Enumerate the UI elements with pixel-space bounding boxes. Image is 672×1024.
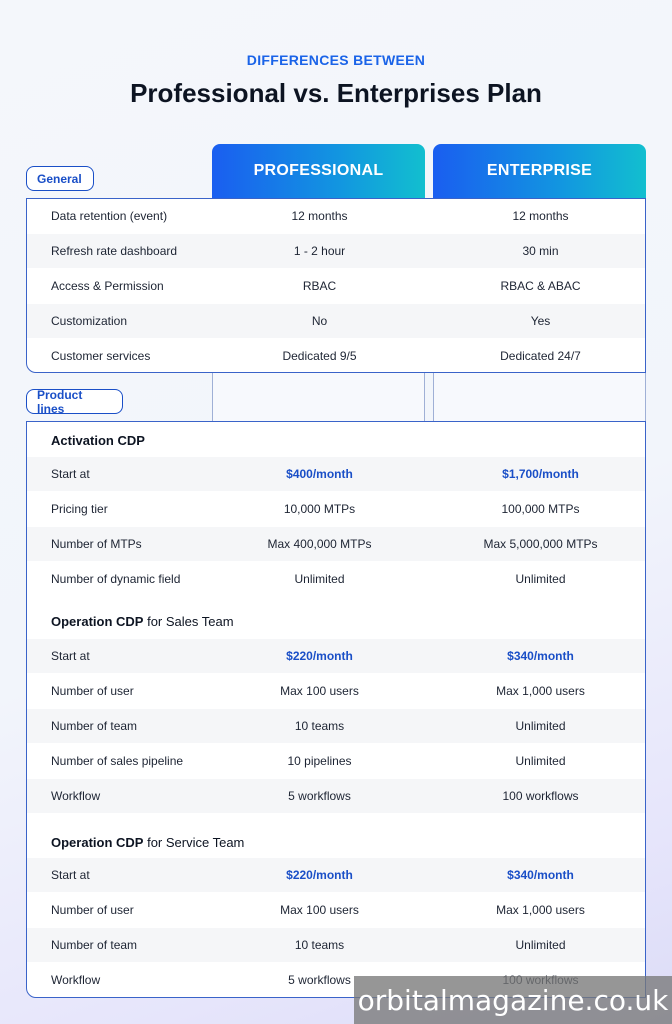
section-title-activation xyxy=(51,433,145,448)
professional-value: Dedicated 9/5 xyxy=(282,349,357,363)
professional-price: $220/month xyxy=(286,868,353,882)
row-label: Number of dynamic field xyxy=(51,572,181,586)
professional-value: Unlimited xyxy=(294,572,345,586)
section-title-bold: Operation CDP xyxy=(51,614,144,629)
section-title-rest: for Service Team xyxy=(143,835,245,850)
enterprise-value: 30 min xyxy=(522,244,559,258)
row-label: Access & Permission xyxy=(51,279,164,293)
section-pill-product-lines: Product lines xyxy=(26,389,123,414)
table-row xyxy=(27,269,645,303)
enterprise-value: Max 1,000 users xyxy=(496,684,585,698)
section-title-bold: Activation CDP xyxy=(51,433,145,448)
row-label: Start at xyxy=(51,467,90,481)
enterprise-value: 12 months xyxy=(512,209,569,223)
enterprise-value: Unlimited xyxy=(515,572,566,586)
professional-value: Max 100 users xyxy=(280,903,359,917)
professional-value: 10 teams xyxy=(294,938,345,952)
enterprise-price: $340/month xyxy=(507,868,574,882)
section-title-rest: for Sales Team xyxy=(143,614,234,629)
professional-value: 5 workflows xyxy=(288,789,351,803)
general-table xyxy=(26,198,646,373)
section-title-bold: Operation CDP xyxy=(51,835,144,850)
plan-header-enterprise: ENTERPRISE xyxy=(433,144,646,198)
enterprise-value: Unlimited xyxy=(515,938,566,952)
enterprise-value: Unlimited xyxy=(515,754,566,768)
professional-value: No xyxy=(311,314,328,328)
table-row xyxy=(27,779,645,813)
professional-value: 1 - 2 hour xyxy=(293,244,346,258)
row-label: Number of user xyxy=(51,684,134,698)
table-row xyxy=(27,928,645,962)
professional-value: Max 400,000 MTPs xyxy=(267,537,372,551)
row-label: Start at xyxy=(51,649,90,663)
page-title: Professional vs. Enterprises Plan xyxy=(130,78,542,108)
table-row xyxy=(27,457,645,491)
row-label: Customer services xyxy=(51,349,151,363)
table-row xyxy=(27,744,645,778)
professional-price: $220/month xyxy=(286,649,353,663)
table-row xyxy=(27,234,645,268)
column-spacer-professional xyxy=(212,373,425,421)
eyebrow-heading: DIFFERENCES BETWEEN xyxy=(246,52,426,68)
column-spacer-enterprise xyxy=(433,373,646,421)
enterprise-value: Dedicated 24/7 xyxy=(500,349,581,363)
row-label: Number of team xyxy=(51,938,138,952)
product-lines-table xyxy=(26,421,646,998)
professional-value: 5 workflows xyxy=(288,973,351,987)
enterprise-value: 100,000 MTPs xyxy=(501,502,580,516)
professional-value: 12 months xyxy=(291,209,348,223)
professional-value: 10,000 MTPs xyxy=(283,502,356,516)
section-title-service xyxy=(51,835,244,850)
row-label: Data retention (event) xyxy=(51,209,168,223)
table-row xyxy=(27,674,645,708)
section-pill-general: General xyxy=(26,166,94,191)
enterprise-value: Max 1,000 users xyxy=(496,903,585,917)
watermark: orbitalmagazine.co.uk xyxy=(354,976,672,1024)
table-row xyxy=(27,304,645,338)
row-label: Number of team xyxy=(51,719,138,733)
enterprise-value: Yes xyxy=(530,314,551,328)
professional-value: 10 pipelines xyxy=(287,754,352,768)
enterprise-value: 100 workflows xyxy=(502,789,579,803)
plan-header-professional: PROFESSIONAL xyxy=(212,144,425,198)
table-row xyxy=(27,639,645,673)
table-row xyxy=(27,492,645,526)
enterprise-value: RBAC & ABAC xyxy=(500,279,581,293)
row-label: Number of sales pipeline xyxy=(51,754,184,768)
row-label: Start at xyxy=(51,868,90,882)
enterprise-price: $1,700/month xyxy=(502,467,579,481)
table-row xyxy=(27,199,645,233)
professional-value: 10 teams xyxy=(294,719,345,733)
professional-price: $400/month xyxy=(286,467,353,481)
section-title-sales xyxy=(51,614,234,629)
table-row xyxy=(27,339,645,373)
enterprise-value: Max 5,000,000 MTPs xyxy=(483,537,598,551)
table-row xyxy=(27,858,645,892)
table-row xyxy=(27,527,645,561)
table-row xyxy=(27,562,645,596)
enterprise-value: Unlimited xyxy=(515,719,566,733)
row-label: Workflow xyxy=(51,973,101,987)
row-label: Pricing tier xyxy=(51,502,108,516)
professional-value: RBAC xyxy=(302,279,337,293)
enterprise-price: $340/month xyxy=(507,649,574,663)
row-label: Number of MTPs xyxy=(51,537,142,551)
table-row xyxy=(27,709,645,743)
row-label: Workflow xyxy=(51,789,101,803)
table-row xyxy=(27,893,645,927)
row-label: Number of user xyxy=(51,903,134,917)
professional-value: Max 100 users xyxy=(280,684,359,698)
row-label: Customization xyxy=(51,314,128,328)
row-label: Refresh rate dashboard xyxy=(51,244,178,258)
